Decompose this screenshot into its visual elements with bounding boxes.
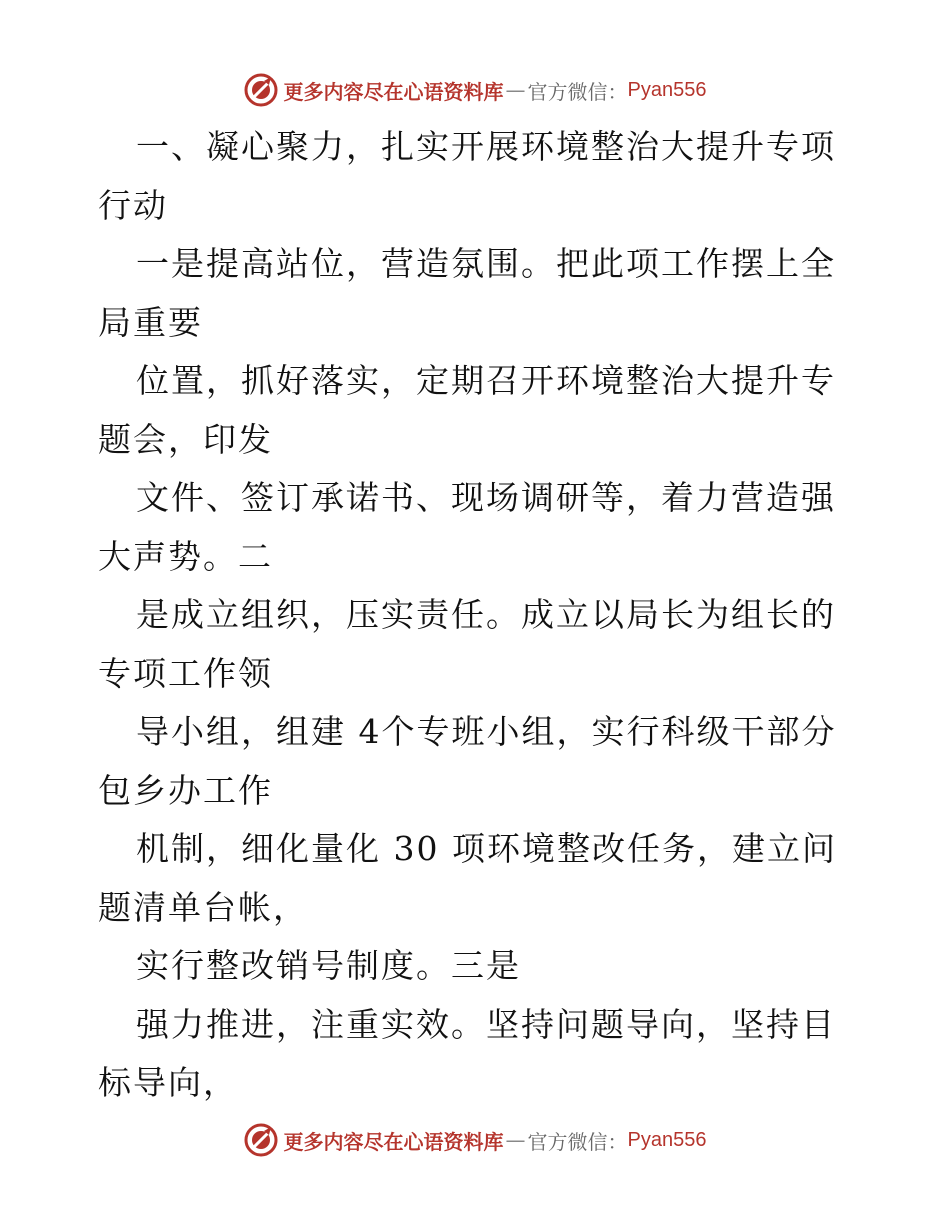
paragraph-5: 是成立组织，压实责任。成立以局长为组长的专项工作领 xyxy=(98,595,836,693)
seal-logo-icon xyxy=(244,1123,278,1157)
paragraph-7: 机制，细化量化 30 项环境整改任务，建立问题清单台帐， xyxy=(98,829,837,927)
header-title: 更多内容尽在心语资料库 xyxy=(283,79,504,104)
footer-separator: — xyxy=(505,1128,526,1152)
paragraph-4: 文件、签订承诺书、现场调研等，着力营造强大声势。二 xyxy=(98,478,836,576)
footer-wechat-id: Pyan556 xyxy=(627,1128,707,1151)
header-wechat-label: 官方微信： xyxy=(527,79,628,104)
paragraph-3: 位置，抓好落实，定期召开环境整治大提升专题会，印发 xyxy=(98,361,836,459)
paragraph-9: 强力推进，注重实效。坚持问题导向，坚持目标导向， xyxy=(98,1004,836,1102)
header-wechat-id: Pyan556 xyxy=(627,78,707,101)
paragraph-2: 一是提高站位，营造氛围。把此项工作摆上全局重要 xyxy=(98,244,836,342)
paragraph-1: 一、凝心聚力，扎实开展环境整治大提升专项行动 xyxy=(98,127,836,225)
footer-banner xyxy=(0,1120,950,1160)
paragraph-8: 实行整改销号制度。三是 xyxy=(136,946,521,985)
footer-wechat-label: 官方微信： xyxy=(527,1129,628,1154)
paragraph-6: 导小组，组建 4个专班小组，实行科级干部分包乡办工作 xyxy=(98,712,837,810)
document-body xyxy=(98,118,858,1113)
seal-logo-icon xyxy=(244,73,278,107)
header-separator: — xyxy=(505,78,526,102)
footer-title: 更多内容尽在心语资料库 xyxy=(283,1129,504,1154)
header-banner xyxy=(0,70,950,110)
